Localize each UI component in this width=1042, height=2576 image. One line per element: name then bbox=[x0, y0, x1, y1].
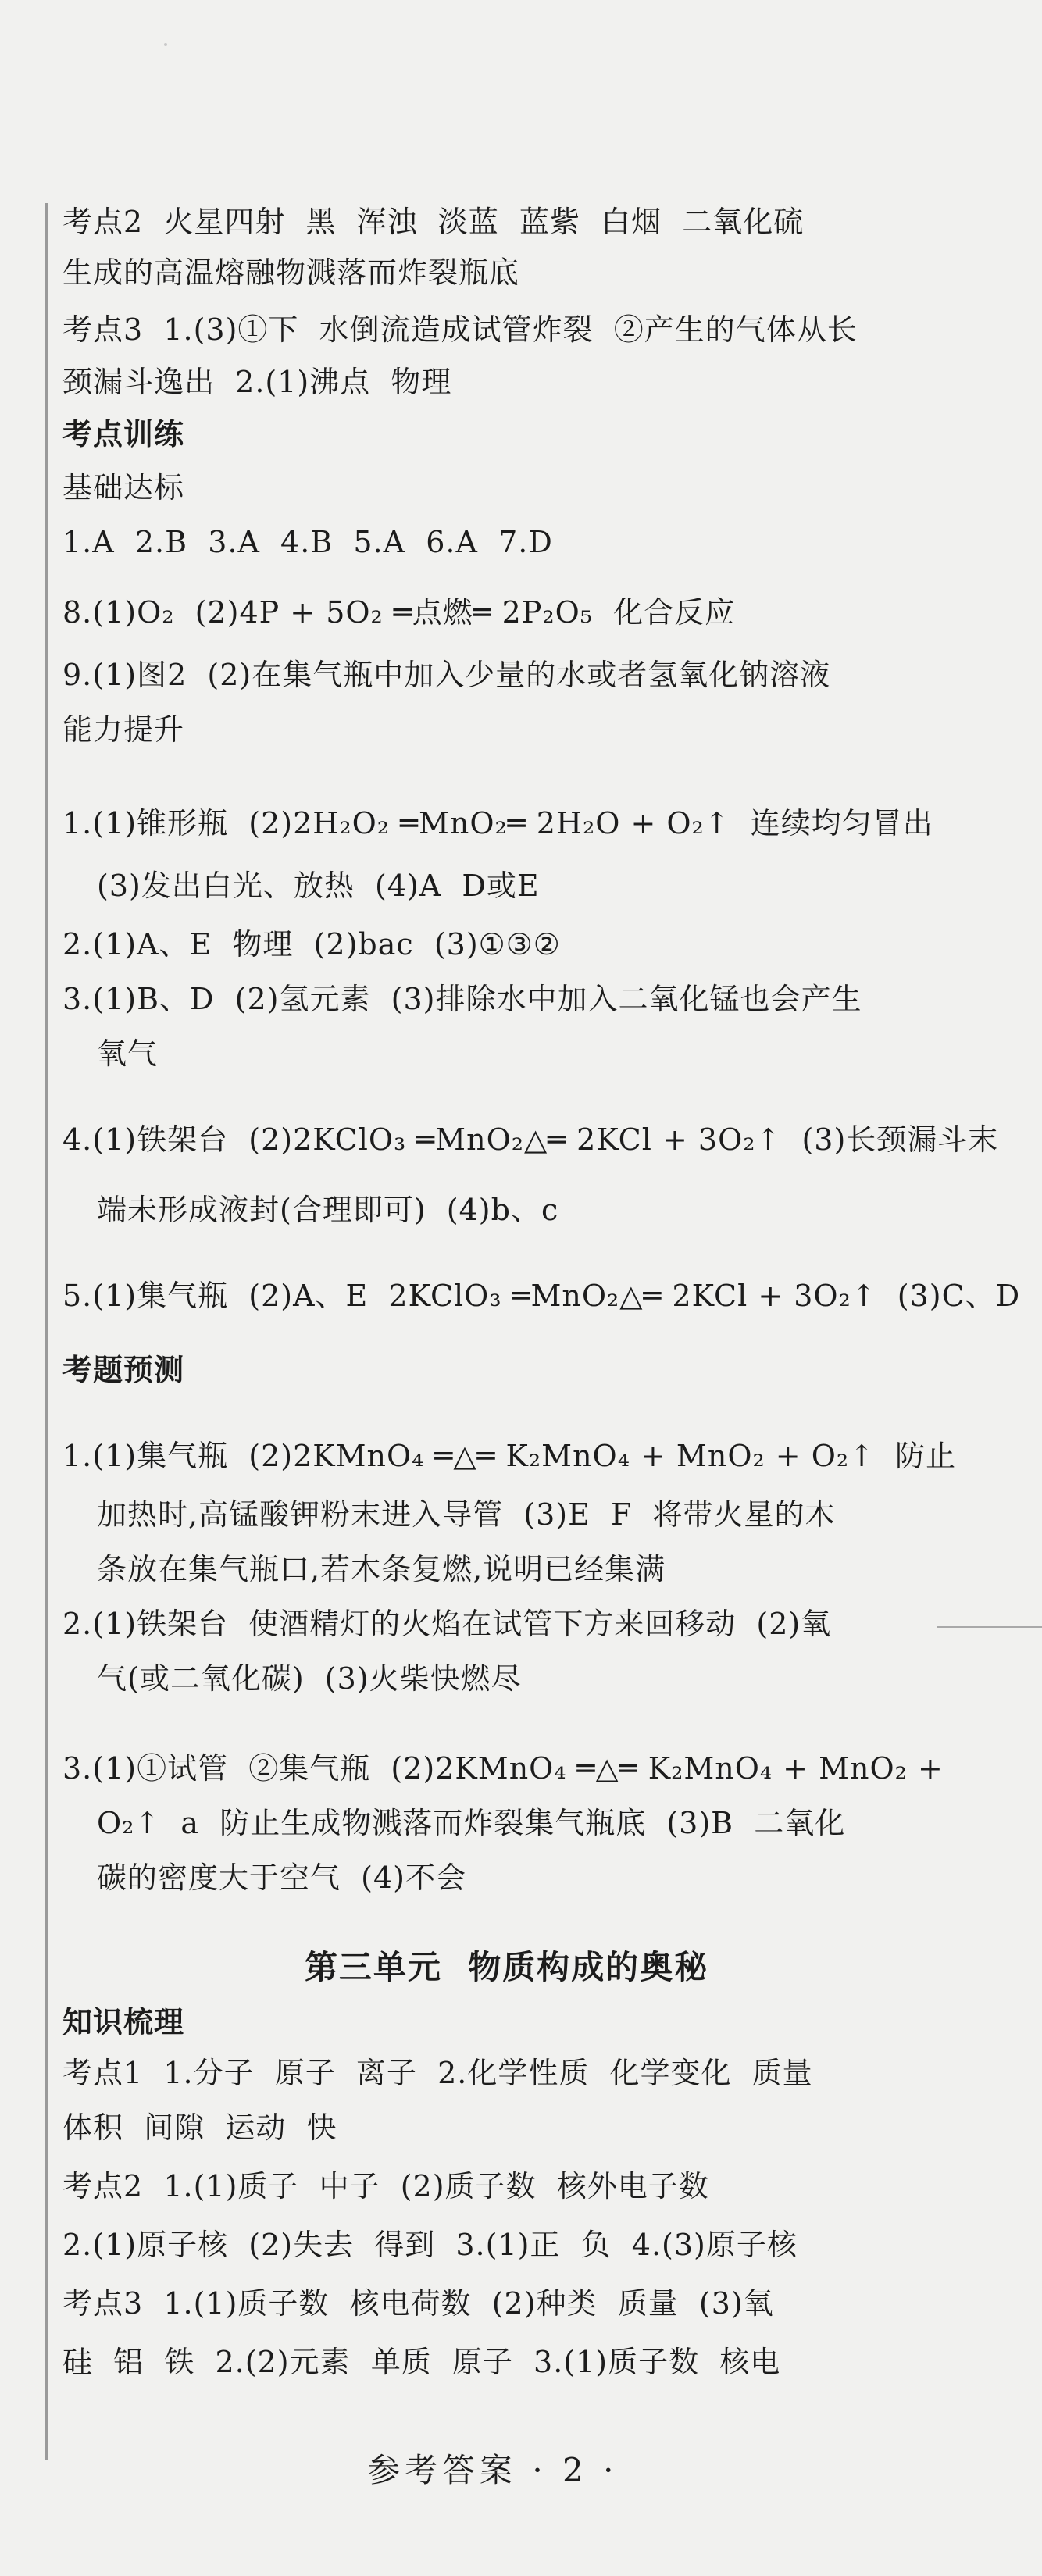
text-line: 考点2 火星四射 黑 浑浊 淡蓝 蓝紫 白烟 二氧化硫 bbox=[62, 205, 805, 239]
text-line: 颈漏斗逸出 2.(1)沸点 物理 bbox=[62, 365, 452, 399]
text-line: 9.(1)图2 (2)在集气瓶中加入少量的水或者氢氧化钠溶液 bbox=[62, 658, 831, 692]
text-line: 2.(1)A、E 物理 (2)bac (3)①③② bbox=[62, 927, 561, 962]
left-margin-rule bbox=[45, 203, 48, 2460]
text-line: 8.(1)O₂ (2)4P + 5O₂ ═点燃═ 2P₂O₅ 化合反应 bbox=[62, 595, 736, 630]
text-line: 2.(1)铁架台 使酒精灯的火焰在试管下方来回移动 (2)氧 bbox=[62, 1607, 832, 1641]
section-heading: 考题预测 bbox=[62, 1352, 185, 1387]
subsection-heading: 能力提升 bbox=[62, 712, 185, 747]
unit-title: 第三单元 物质构成的奥秘 bbox=[305, 1948, 709, 1986]
text-line: 考点2 1.(1)质子 中子 (2)质子数 核外电子数 bbox=[62, 2169, 709, 2203]
text-line: 体积 间隙 运动 快 bbox=[62, 2110, 337, 2145]
text-line: 3.(1)B、D (2)氢元素 (3)排除水中加入二氧化锰也会产生 bbox=[62, 982, 862, 1016]
section-heading: 知识梳理 bbox=[62, 2004, 185, 2039]
text-line: 考点3 1.(3)①下 水倒流造成试管炸裂 ②产生的气体从长 bbox=[62, 312, 858, 347]
text-line: 气(或二氧化碳) (3)火柴快燃尽 bbox=[97, 1661, 522, 1696]
text-line: O₂↑ a 防止生成物溅落而炸裂集气瓶底 (3)B 二氧化 bbox=[97, 1806, 846, 1840]
text-line: 硅 铝 铁 2.(2)元素 单质 原子 3.(1)质子数 核电 bbox=[62, 2345, 781, 2379]
scan-speck bbox=[164, 43, 167, 46]
text-line: 4.(1)铁架台 (2)2KClO₃ ═MnO₂△═ 2KCl + 3O₂↑ (3)长颈漏斗末 bbox=[62, 1122, 999, 1157]
text-line: 3.(1)①试管 ②集气瓶 (2)2KMnO₄ ═△═ K₂MnO₄ + MnO₂ + bbox=[62, 1751, 944, 1786]
text-line: (3)发出白光、放热 (4)A D或E bbox=[97, 869, 540, 903]
text-line: 条放在集气瓶口,若木条复燃,说明已经集满 bbox=[97, 1552, 666, 1586]
page-footer: 参考答案 · 2 · bbox=[367, 2451, 619, 2489]
right-edge-rule bbox=[937, 1626, 1042, 1628]
text-line: 1.(1)集气瓶 (2)2KMnO₄ ═△═ K₂MnO₄ + MnO₂ + O₂↑ 防止 bbox=[62, 1439, 957, 1473]
text-line: 碳的密度大于空气 (4)不会 bbox=[97, 1861, 466, 1895]
text-line: 考点3 1.(1)质子数 核电荷数 (2)种类 质量 (3)氧 bbox=[62, 2286, 774, 2321]
subsection-heading: 基础达标 bbox=[62, 470, 185, 505]
text-line: 端未形成液封(合理即可) (4)b、c bbox=[97, 1193, 559, 1227]
text-line: 氧气 bbox=[97, 1036, 159, 1071]
text-line: 加热时,高锰酸钾粉末进入导管 (3)E F 将带火星的木 bbox=[97, 1497, 836, 1532]
text-line: 考点1 1.分子 原子 离子 2.化学性质 化学变化 质量 bbox=[62, 2056, 813, 2090]
section-heading: 考点训练 bbox=[62, 416, 185, 451]
text-line: 2.(1)原子核 (2)失去 得到 3.(1)正 负 4.(3)原子核 bbox=[62, 2228, 798, 2262]
text-line: 1.A 2.B 3.A 4.B 5.A 6.A 7.D bbox=[62, 525, 553, 559]
text-line: 5.(1)集气瓶 (2)A、E 2KClO₃ ═MnO₂△═ 2KCl + 3O₂↑ (3)C、D bbox=[62, 1279, 1021, 1313]
text-line: 生成的高温熔融物溅落而炸裂瓶底 bbox=[62, 255, 520, 290]
text-line: 1.(1)锥形瓶 (2)2H₂O₂ ═MnO₂═ 2H₂O + O₂↑ 连续均匀冒出 bbox=[62, 806, 933, 840]
